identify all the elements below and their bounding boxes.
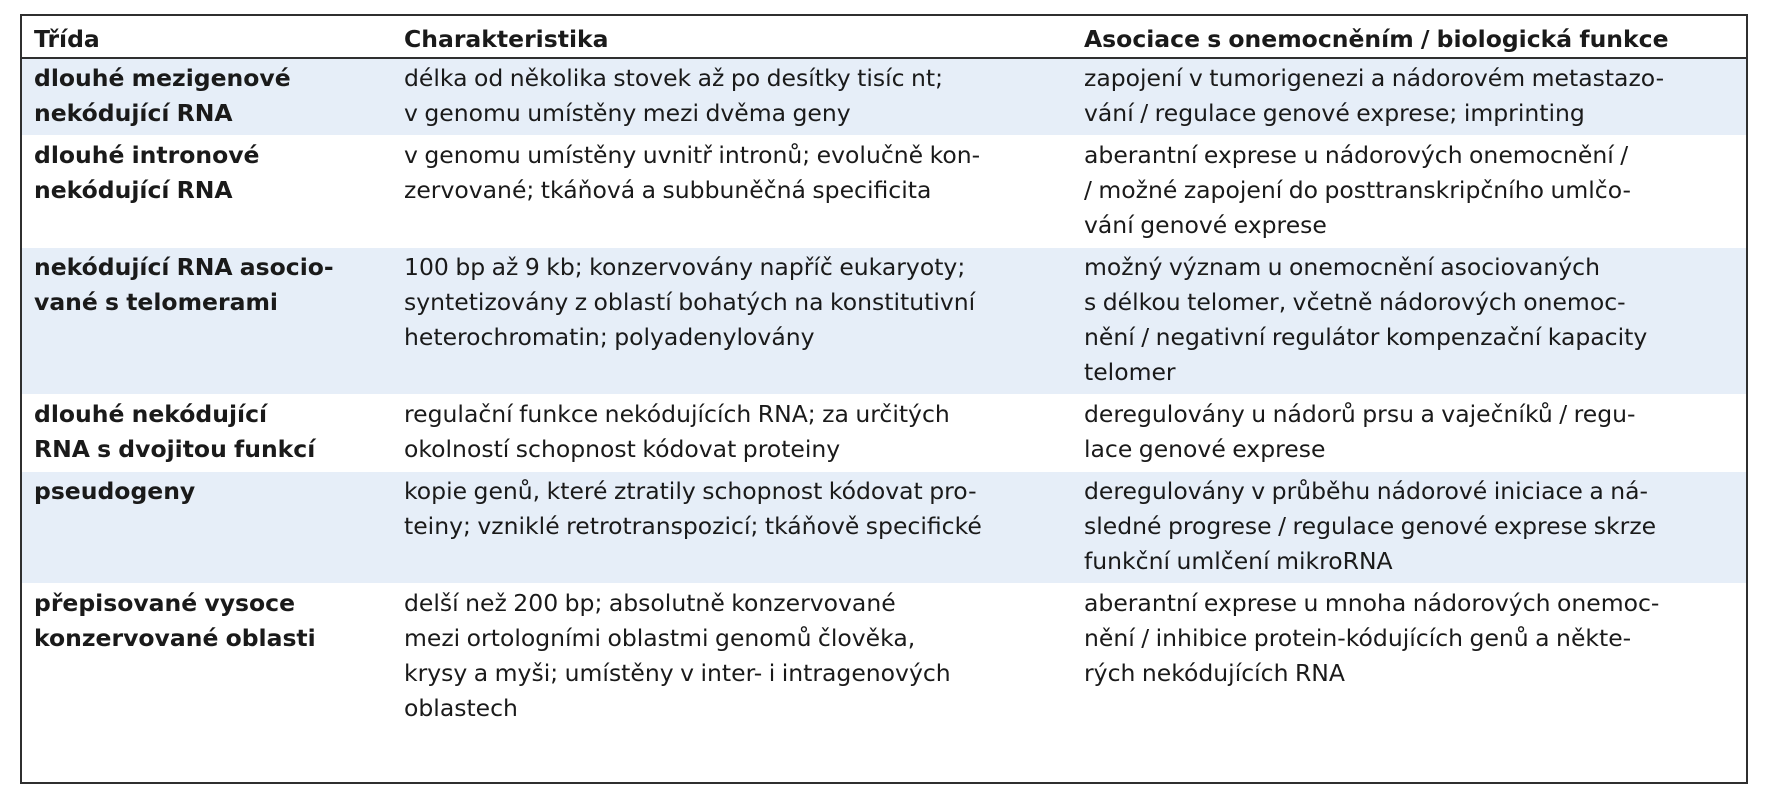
class-cell: dlouhé mezigenové nekódující RNA bbox=[34, 64, 291, 127]
characteristic-cell: delší než 200 bp; absolutně konzervované mezi ortologními oblastmi genomů člověka, krysy a myši; umístěny v inter- i intragenových oblastech bbox=[404, 589, 951, 722]
association-cell: možný význam u onemocnění asociovaných s délkou telomer, včetně nádorových onemoc- nění / negativní regulátor kompenzační kapacity telomer bbox=[1084, 253, 1648, 386]
table-header-row bbox=[22, 16, 1746, 58]
table-row bbox=[22, 136, 1746, 248]
column-header-class: Třída bbox=[22, 16, 392, 58]
table-row bbox=[22, 472, 1746, 584]
characteristic-cell: regulační funkce nekódujících RNA; za určitých okolností schopnost kódovat proteiny bbox=[404, 400, 950, 463]
association-cell: zapojení v tumorigenezi a nádorovém metastazo- vání / regulace genové exprese; imprinting bbox=[1084, 64, 1665, 127]
association-cell: aberantní exprese u nádorových onemocnění / / možné zapojení do posttranskripčního umlčo- vání genové exprese bbox=[1084, 141, 1631, 239]
characteristic-cell: v genomu umístěny uvnitř intronů; evolučně kon- zervované; tkáňová a subbuněčná specificita bbox=[404, 141, 981, 204]
class-cell: přepisované vysoce konzervované oblasti bbox=[34, 589, 316, 652]
association-cell: aberantní exprese u mnoha nádorových onemoc- nění / inhibice protein-kódujících genů a někte- rých nekódujících RNA bbox=[1084, 589, 1660, 687]
lncrna-classes-table bbox=[22, 16, 1746, 731]
column-header-association: Asociace s onemocněním / biologická funkce bbox=[1072, 16, 1746, 58]
table-header bbox=[22, 16, 1746, 58]
class-cell: nekódující RNA asocio- vané s telomerami bbox=[34, 253, 334, 316]
column-header-characteristic: Charakteristika bbox=[392, 16, 1072, 58]
class-cell: dlouhé nekódující RNA s dvojitou funkcí bbox=[34, 400, 316, 463]
class-cell: dlouhé intronové nekódující RNA bbox=[34, 141, 260, 204]
class-cell: pseudogeny bbox=[34, 477, 196, 505]
association-cell: deregulovány v průběhu nádorové iniciace a ná- sledné progrese / regulace genové exprese skrze funkční umlčení mikroRNA bbox=[1084, 477, 1657, 575]
table-row bbox=[22, 584, 1746, 731]
characteristic-cell: délka od několika stovek až po desítky tisíc nt; v genomu umístěny mezi dvěma geny bbox=[404, 64, 944, 127]
association-cell: deregulovány u nádorů prsu a vaječníků / regu- lace genové exprese bbox=[1084, 400, 1636, 463]
lncrna-classes-table-frame bbox=[20, 14, 1748, 784]
table-row bbox=[22, 395, 1746, 472]
table-row bbox=[22, 58, 1746, 136]
table-row bbox=[22, 248, 1746, 395]
characteristic-cell: 100 bp až 9 kb; konzervovány napříč eukaryoty; syntetizovány z oblastí bohatých na konstitutivní heterochromatin; polyadenylovány bbox=[404, 253, 976, 351]
table-body bbox=[22, 58, 1746, 731]
characteristic-cell: kopie genů, které ztratily schopnost kódovat pro- teiny; vzniklé retrotranspozicí; tkáňově specifické bbox=[404, 477, 982, 540]
